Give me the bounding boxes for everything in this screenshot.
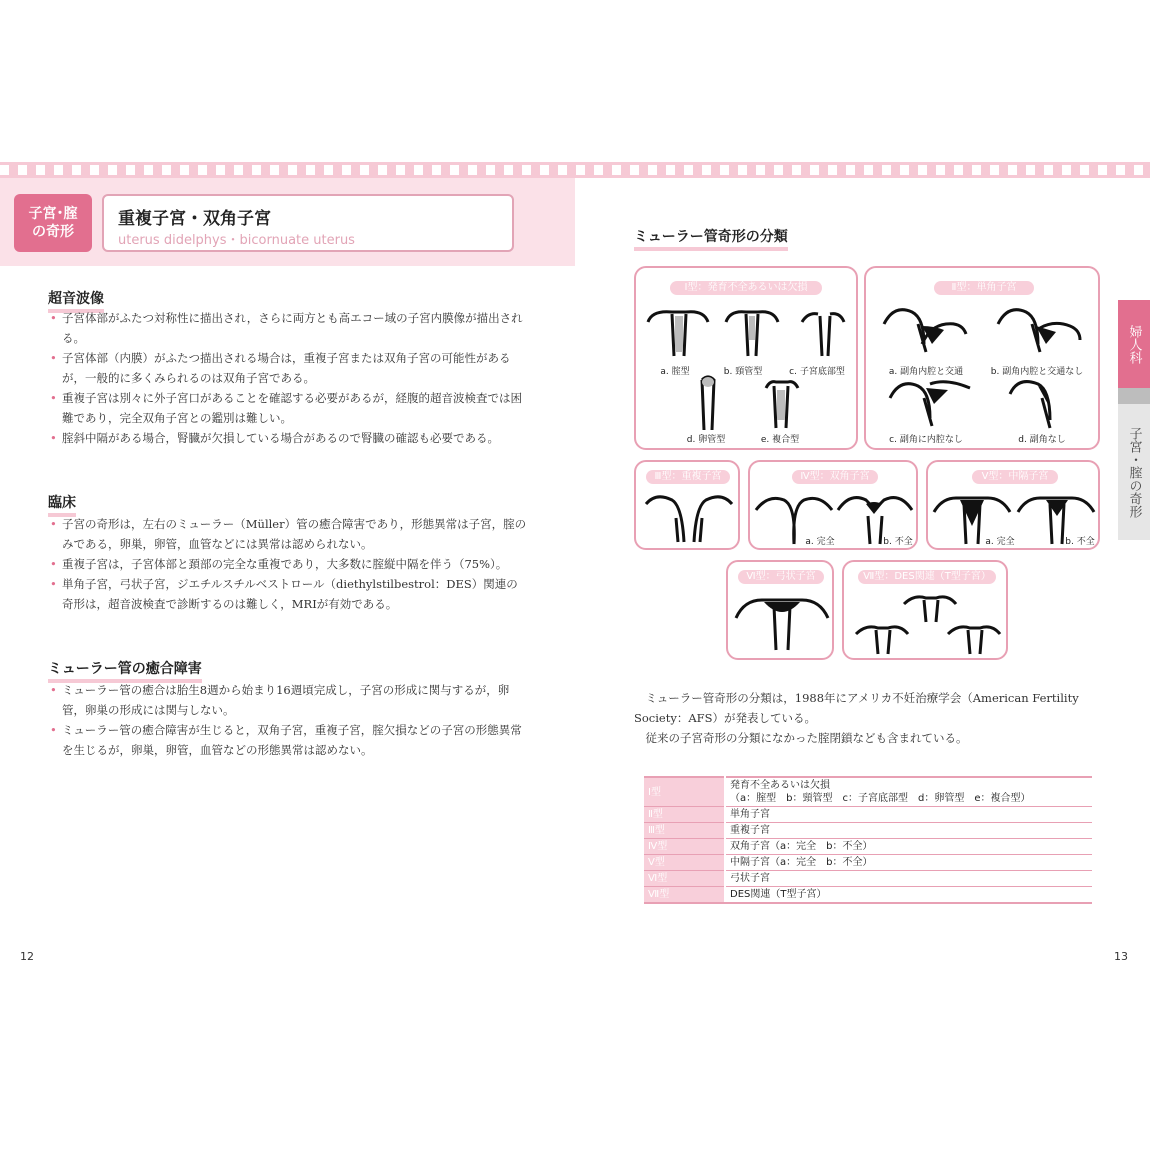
chapter-tab-label: 子宮･腟の奇形 xyxy=(28,206,78,240)
page-number-right: 13 xyxy=(1114,950,1128,963)
table-cell-desc: 単角子宮 xyxy=(725,807,1092,823)
table-cell-type: Ⅱ型 xyxy=(644,807,725,823)
pill-type4: Ⅳ型：双角子宮 xyxy=(792,470,878,484)
table-row xyxy=(644,807,1092,823)
bullet-list-ultrasound xyxy=(50,308,528,448)
section-heading-ultrasound: 超音波像 xyxy=(48,288,104,313)
list-item: • 重複子宮は，子宮体部と頚部の完全な重複であり，大多数に腟縦中隔を伴う（75%）。 xyxy=(50,554,528,574)
panel-type3 xyxy=(634,460,740,550)
table-cell-desc: 重複子宮 xyxy=(725,823,1092,839)
list-item: • ミューラー管の癒合障害が生じると，双角子宮，重複子宮，腟欠損などの子宮の形態異常を生じるが，卵巣，卵管，血管などの形態異常は認めない。 xyxy=(50,720,528,760)
table-cell-desc: 双角子宮（a：完全 b：不全） xyxy=(725,839,1092,855)
section-heading-muller-fusion: ミューラー管の癒合障害 xyxy=(48,658,202,683)
table-row xyxy=(644,855,1092,871)
list-item: • 腟斜中隔がある場合，腎臓が欠損している場合があるので腎臓の確認も必要である。 xyxy=(50,428,528,448)
table-row xyxy=(644,839,1092,855)
pill-type6: Ⅵ型：弓状子宮 xyxy=(738,570,824,584)
page-subtitle-en: uterus didelphys・bicornuate uterus xyxy=(118,233,355,248)
list-item: • 子宮体部がふたつ対称性に描出され，さらに両方とも高エコー域の子宮内膜像が描出される。 xyxy=(50,308,528,348)
table-cell-desc: 発育不全あるいは欠損 （a：腟型 b：頸管型 c：子宮底部型 d：卵管型 e：複合型） xyxy=(725,777,1092,807)
table-cell-desc: 弓状子宮 xyxy=(725,871,1092,887)
side-tab-divider xyxy=(1118,388,1150,404)
paragraph-line: 従来の子宮奇形の分類になかった腟閉鎖なども含まれている。 xyxy=(645,731,968,745)
classification-title: ミューラー管奇形の分類 xyxy=(634,226,788,251)
paragraph-line: ミューラー管奇形の分類は，1988年にアメリカ不妊治療学会（American Fertility Society：AFS）が発表している。 xyxy=(634,691,1079,725)
table-cell-type: Ⅳ型 xyxy=(644,839,725,855)
panel-type2 xyxy=(864,266,1100,450)
uterus-diagram-type3 xyxy=(642,490,736,546)
caption-5b: b. 不全 xyxy=(1065,537,1095,547)
side-tab-gynecology[interactable]: 婦人科 xyxy=(1118,300,1150,388)
list-item: • ミューラー管の癒合は胎生8週から始まり16週頃完成し，子宮の形成に関与するが，卵管，卵巣の形成には関与しない。 xyxy=(50,680,528,720)
caption-1b: b. 頸管型 xyxy=(723,367,763,377)
table-cell-type: Ⅰ型 xyxy=(644,777,725,807)
table-cell-desc: 中隔子宮（a：完全 b：不全） xyxy=(725,855,1092,871)
panel-type1 xyxy=(634,266,858,450)
bullet-list-clinical xyxy=(50,514,528,614)
list-item: • 子宮体部（内膜）がふたつ描出される場合は，重複子宮または双角子宮の可能性があるが，一般的に多くみられるのは双角子宮である。 xyxy=(50,348,528,388)
caption-5a: a. 完全 xyxy=(985,537,1015,547)
caption-2c: c. 副角に内腔なし xyxy=(889,435,963,445)
chapter-tab xyxy=(14,194,92,252)
table-cell-type: Ⅶ型 xyxy=(644,887,725,904)
list-item: • 重複子宮は別々に外子宮口があることを確認する必要があるが，経腹的超音波検査では困難であり，完全双角子宮との鑑別は難しい。 xyxy=(50,388,528,428)
caption-1a: a. 腟型 xyxy=(660,367,690,377)
table-row xyxy=(644,887,1092,904)
page-number-left: 12 xyxy=(20,950,34,963)
panel-type6 xyxy=(726,560,834,660)
caption-1d: d. 卵管型 xyxy=(686,435,726,445)
caption-4a: a. 完全 xyxy=(805,537,835,547)
table-row xyxy=(644,777,1092,807)
caption-2d: d. 副角なし xyxy=(1018,435,1066,445)
panel-type5 xyxy=(926,460,1100,550)
caption-1c: c. 子宮底部型 xyxy=(789,367,845,377)
pill-type7: Ⅶ型：DES関連（T型子宮） xyxy=(858,570,996,584)
classification-table xyxy=(644,776,1092,904)
caption-4b: b. 不全 xyxy=(883,537,913,547)
side-tab-uterine-anomaly[interactable]: 子宮・腟の奇形 xyxy=(1118,404,1150,540)
uterus-diagram-type6 xyxy=(732,592,832,656)
classification-paragraph xyxy=(634,688,1102,748)
table-cell-type: Ⅴ型 xyxy=(644,855,725,871)
pill-type2: Ⅱ型：単角子宮 xyxy=(934,281,1034,295)
uterus-diagrams-type7 xyxy=(850,592,1006,658)
pill-type1: Ⅰ型：発育不全あるいは欠損 xyxy=(670,281,822,295)
pill-type5: Ⅴ型：中隔子宮 xyxy=(972,470,1058,484)
table-cell-desc: DES関連（T型子宮） xyxy=(725,887,1092,904)
table-row xyxy=(644,823,1092,839)
caption-2a: a. 副角内腔と交通 xyxy=(888,367,964,377)
table-cell-type: Ⅲ型 xyxy=(644,823,725,839)
section-heading-clinical: 臨床 xyxy=(48,492,76,517)
title-box xyxy=(102,194,514,252)
table-cell-type: Ⅵ型 xyxy=(644,871,725,887)
list-item: • 単角子宮，弓状子宮，ジエチルスチルベストロール（diethylstilbestrol：DES）関連の奇形は，超音波検査で診断するのは難しく，MRIが有効である。 xyxy=(50,574,528,614)
caption-2b: b. 副角内腔と交通なし xyxy=(990,367,1084,377)
top-decorative-band xyxy=(0,162,1150,178)
page-title: 重複子宮・双角子宮 xyxy=(118,209,271,229)
bullet-list-muller-fusion xyxy=(50,680,528,760)
panel-type4 xyxy=(748,460,918,550)
caption-1e: e. 複合型 xyxy=(760,435,800,445)
table-row xyxy=(644,871,1092,887)
panel-type7 xyxy=(842,560,1008,660)
list-item: • 子宮の奇形は，左右のミューラー（Müller）管の癒合障害であり，形態異常は子宮，腟のみである，卵巣，卵管，血管などには異常は認められない。 xyxy=(50,514,528,554)
pill-type3: Ⅲ型：重複子宮 xyxy=(646,470,730,484)
